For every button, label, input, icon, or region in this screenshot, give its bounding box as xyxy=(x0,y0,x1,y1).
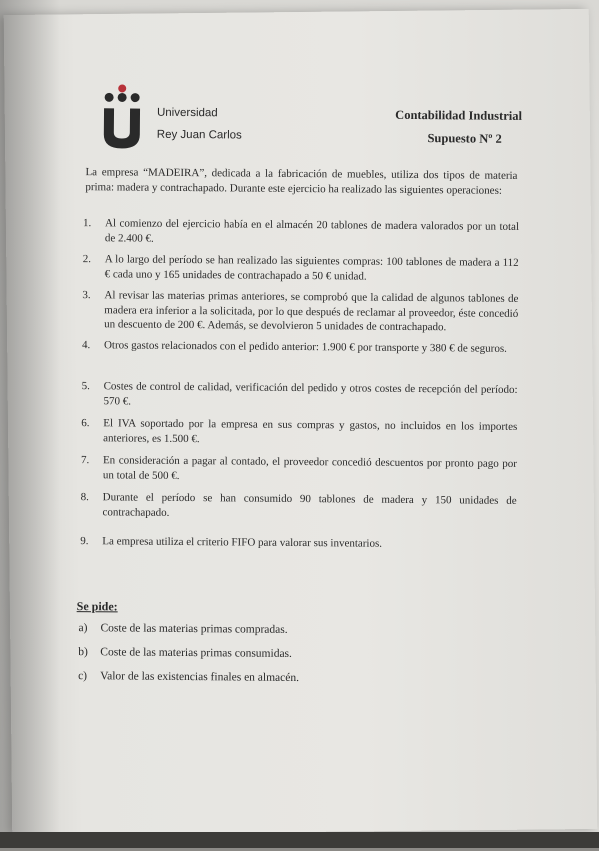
item-text: En consideración a pagar al contado, el proveedor concedió descuentos por pronto pago por un total de 500 €. xyxy=(102,454,518,482)
item-number: 8. xyxy=(80,491,89,504)
question-letter: c) xyxy=(78,670,88,683)
list-item xyxy=(80,490,516,523)
item-number: 9. xyxy=(80,535,89,548)
question-text: Valor de las existencias finales en almacén. xyxy=(100,670,300,685)
subject-title: Contabilidad Industrial xyxy=(395,107,523,123)
item-text: Costes de control de calidad, verificación del pedido y otros costes de recepción del período: 570 €. xyxy=(103,380,518,408)
question-item xyxy=(78,646,292,660)
item-text: Otros gastos relacionados con el pedido anterior: 1.900 € por transporte y 380 € de seguros. xyxy=(103,339,507,355)
item-number: 6. xyxy=(81,417,90,430)
item-text: El IVA soportado por la empresa en sus compras y gastos, no incluidos en los importes anteriores, es 1.500 €. xyxy=(103,417,518,445)
question-item xyxy=(78,622,287,636)
item-text: A lo largo del período se han realizado las siguientes compras: 100 tablones de madera a 112 € cada uno y 165 unidades de contrachapado a 50 € unidad. xyxy=(104,253,519,283)
question-letter: b) xyxy=(78,646,88,659)
intro-paragraph: La empresa “MADEIRA”, dedicada a la fabricación de muebles, utiliza dos tipos de materia prima: madera y contrachapado. Durante este ejercicio ha realizado las siguientes operaciones: xyxy=(85,166,518,197)
university-name-line1: Universidad xyxy=(156,106,218,120)
item-text: La empresa utiliza el criterio FIFO para valorar sus inventarios. xyxy=(102,535,383,550)
list-item xyxy=(82,288,518,335)
item-text: Durante el período se han consumido 90 tablones de madera y 150 unidades de contrachapado. xyxy=(102,491,517,519)
se-pide-heading: Se pide: xyxy=(76,599,118,614)
university-name-line2: Rey Juan Carlos xyxy=(156,128,242,142)
scan-edge xyxy=(0,832,599,848)
list-item xyxy=(81,453,517,486)
list-item xyxy=(81,416,517,449)
item-text: Al comienzo del ejercicio había en el almacén 20 tablones de madera valorados por un total de 2.400 €. xyxy=(104,217,520,245)
list-item xyxy=(80,534,516,552)
item-number: 5. xyxy=(81,380,90,393)
question-letter: a) xyxy=(78,622,88,635)
university-logo xyxy=(102,82,143,148)
item-number: 4. xyxy=(81,339,91,352)
item-text: Al revisar las materias primas anteriores, se comprobó que la calidad de algunos tablones de madera era inferior a la solicitada, por lo que después de reclamar al proveedor, éste concedió un descuento de 200 €. Además, se devolvieron 5 unidades de contrachapado. xyxy=(104,289,519,334)
exercise-number: Supuesto Nº 2 xyxy=(427,131,502,146)
item-number: 1. xyxy=(82,217,92,230)
list-item xyxy=(82,338,518,356)
item-number: 3. xyxy=(82,289,91,302)
list-item xyxy=(83,252,519,285)
list-item xyxy=(83,216,519,249)
item-number: 2. xyxy=(82,253,92,266)
question-item xyxy=(78,670,299,684)
list-item xyxy=(81,379,517,412)
item-number: 7. xyxy=(80,454,90,467)
question-text: Coste de las materias primas consumidas. xyxy=(100,646,292,660)
question-text: Coste de las materias primas compradas. xyxy=(100,622,288,636)
